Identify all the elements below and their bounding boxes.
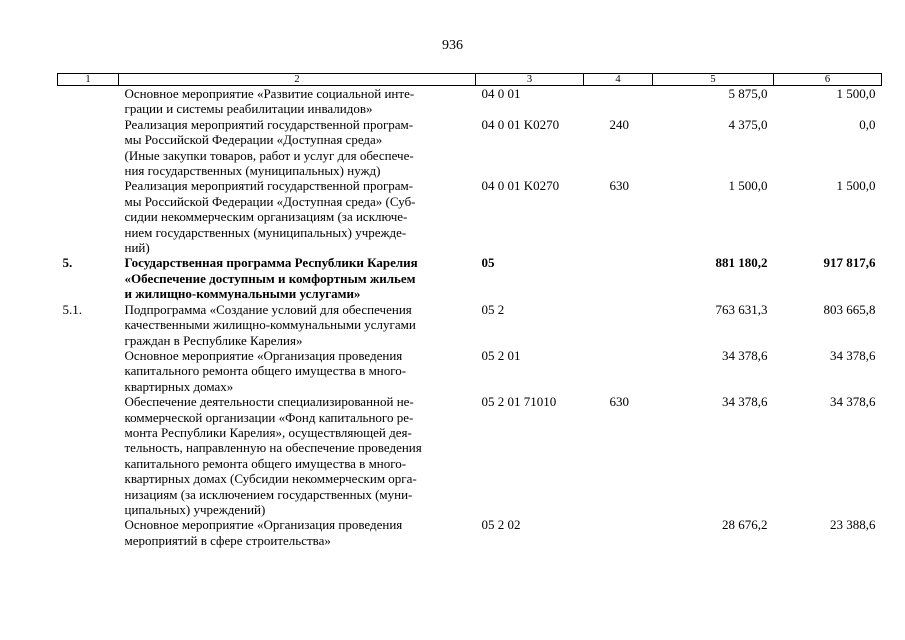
column-header: 4 xyxy=(584,74,653,86)
column-header: 1 xyxy=(58,74,119,86)
row-description: Реализация мероприятий государственной програм- мы Российской Федерации «Доступная среда» (Иные закупки товаров, работ и услуг для обеспече- ния государственных (муниципальных) нужд) xyxy=(124,116,414,179)
expense-type-code: 630 xyxy=(609,394,629,410)
amount-year-2: 917 817,6 xyxy=(823,255,876,271)
amount-year-1: 28 676,2 xyxy=(722,517,768,533)
row-number xyxy=(58,86,119,117)
column-header: 3 xyxy=(476,74,584,86)
row-number: 5.1. xyxy=(62,301,82,317)
table-row xyxy=(58,86,882,117)
budget-code: 04 0 01 K0270 xyxy=(481,178,560,194)
budget-code: 04 0 01 xyxy=(481,86,521,101)
page-number: 936 xyxy=(442,38,463,53)
amount-year-1: 763 631,3 xyxy=(715,301,768,317)
row-description: Реализация мероприятий государственной програм- мы Российской Федерации «Доступная среда» (Суб- сидии некоммерческим организациям (за исключе- нием государственных (муниципальных) учрежде- ний) xyxy=(124,178,416,256)
budget-table xyxy=(57,73,882,548)
expense-type-code: 630 xyxy=(609,178,629,194)
budget-code: 04 0 01 K0270 xyxy=(481,116,560,132)
budget-code: 05 2 xyxy=(481,301,505,317)
column-header: 2 xyxy=(119,74,476,86)
table-row xyxy=(58,517,882,548)
amount-year-2: 0,0 xyxy=(859,116,876,132)
row-description: Основное мероприятие «Организация проведения капитального ремонта общего имущества в много- квартирных домах» xyxy=(124,347,407,394)
expense-type-code xyxy=(584,255,653,301)
row-number xyxy=(58,178,119,255)
row-number xyxy=(58,394,119,517)
row-description: Государственная программа Республики Карелия «Обеспечение доступным и комфортным жильем и жилищно-коммунальными услугами» xyxy=(124,255,418,302)
amount-year-2: 34 378,6 xyxy=(830,394,876,410)
column-header: 6 xyxy=(774,74,882,86)
amount-year-1: 34 378,6 xyxy=(722,394,768,410)
budget-code: 05 2 01 xyxy=(481,347,521,363)
row-description: Подпрограмма «Создание условий для обеспечения качественными жилищно-коммунальными услугами граждан в Республике Карелия» xyxy=(124,301,416,348)
row-number xyxy=(58,117,119,179)
table-row xyxy=(58,394,882,517)
budget-code: 05 xyxy=(481,255,495,271)
amount-year-2: 1 500,0 xyxy=(836,86,876,101)
row-description: Основное мероприятие «Развитие социальной инте- грации и системы реабилитации инвалидов» xyxy=(124,86,415,117)
table-row xyxy=(58,302,882,348)
column-header: 5 xyxy=(653,74,774,86)
amount-year-1: 5 875,0 xyxy=(728,86,768,101)
amount-year-2: 1 500,0 xyxy=(836,178,876,194)
amount-year-1: 881 180,2 xyxy=(715,255,768,271)
expense-type-code: 240 xyxy=(609,116,629,132)
row-description: Обеспечение деятельности специализированной не- коммерческой организации «Фонд капитального ре- монта Республики Карелия», осуществляющей дея- тельность, направленную на обеспечение проведения капитального ремонта общего имущества в много- квартирных домах (Субсидии некоммерческим орга- низациям (за исключением государственных (муни- ципальных) учреждений) xyxy=(124,394,422,517)
amount-year-1: 4 375,0 xyxy=(728,116,768,132)
amount-year-2: 34 378,6 xyxy=(830,347,876,363)
table-row xyxy=(58,117,882,179)
budget-code: 05 2 02 xyxy=(481,517,521,533)
amount-year-1: 34 378,6 xyxy=(722,347,768,363)
amount-year-2: 803 665,8 xyxy=(823,301,876,317)
table-row xyxy=(58,348,882,394)
expense-type-code xyxy=(584,517,653,548)
table-row xyxy=(58,178,882,255)
row-description: Основное мероприятие «Организация проведения мероприятий в сфере строительства» xyxy=(124,517,403,548)
expense-type-code xyxy=(584,86,653,117)
row-number xyxy=(58,348,119,394)
amount-year-2: 23 388,6 xyxy=(830,517,876,533)
table-row xyxy=(58,255,882,301)
row-number: 5. xyxy=(62,255,73,271)
table-header-row xyxy=(58,74,882,86)
expense-type-code xyxy=(584,302,653,348)
expense-type-code xyxy=(584,348,653,394)
budget-code: 05 2 01 71010 xyxy=(481,394,557,410)
amount-year-1: 1 500,0 xyxy=(728,178,768,194)
row-number xyxy=(58,517,119,548)
